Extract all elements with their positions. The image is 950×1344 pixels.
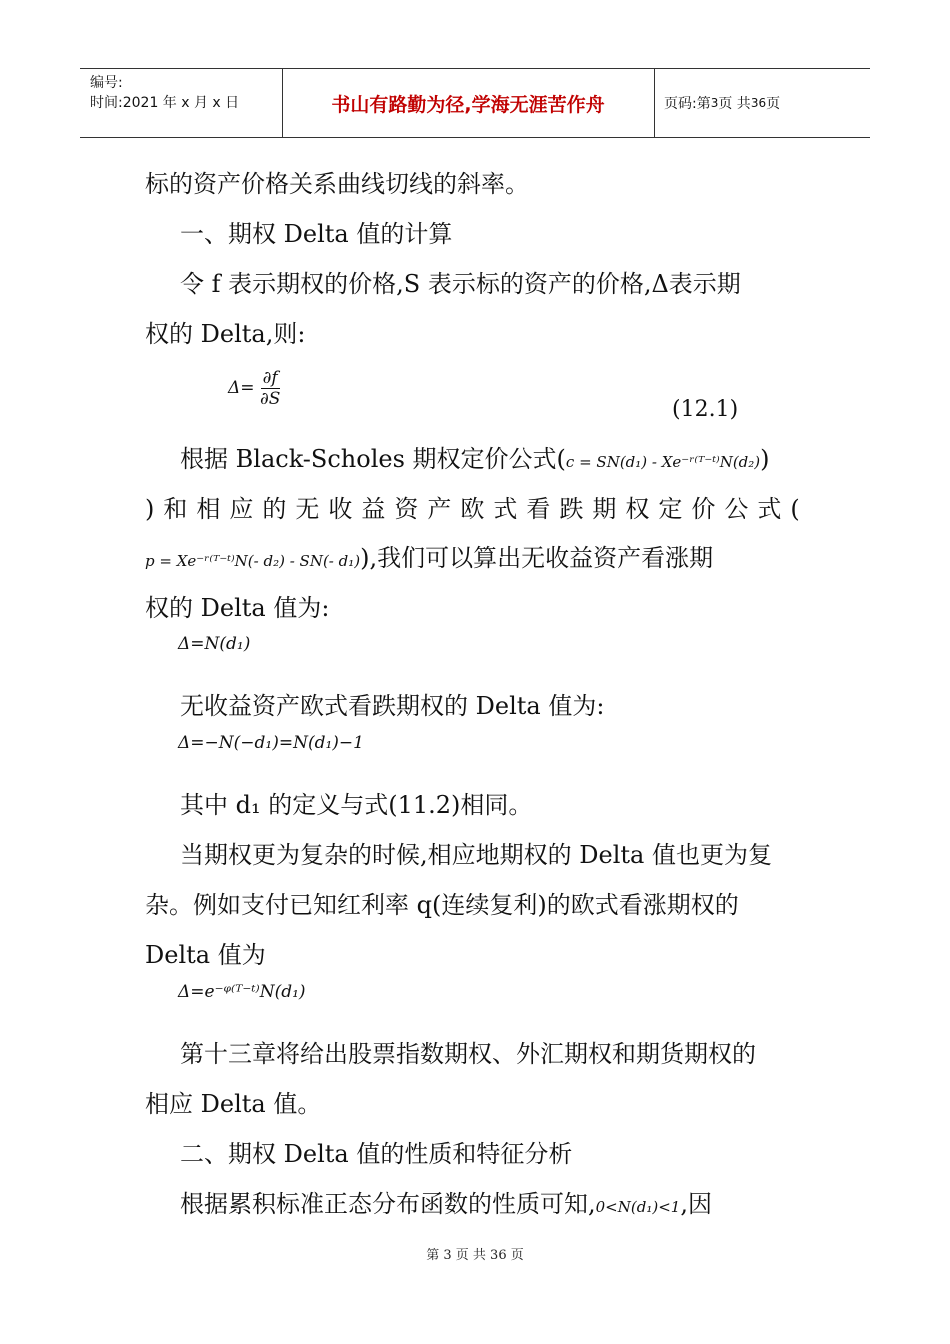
equation-delta-definition: [228, 368, 280, 409]
paragraph-line: 相应 Delta 值。: [145, 1090, 322, 1118]
paragraph-line: [180, 1188, 712, 1223]
equation-call-delta: Δ=N(d₁): [178, 634, 251, 654]
paragraph-line: 当期权更为复杂的时候,相应地期权的 Delta 值也更为复: [180, 841, 772, 869]
equation-lhs: Δ=: [228, 378, 255, 398]
equation-dividend-delta: Δ=e⁻ᵠ⁽ᵀ⁻ᵗ⁾N(d₁): [178, 982, 306, 1002]
text-run: ): [760, 445, 770, 473]
paragraph-line: 其中 d₁ 的定义与式(11.2)相同。: [180, 791, 533, 819]
page-suffix: 页: [766, 96, 781, 112]
paragraph-line: 无收益资产欧式看跌期权的 Delta 值为:: [180, 692, 605, 720]
section-heading: 二、期权 Delta 值的性质和特征分析: [180, 1140, 573, 1168]
page-mid: 页 共: [718, 96, 751, 112]
paragraph-line: [145, 493, 809, 525]
fraction-numerator: ∂f: [262, 368, 278, 388]
header-number-label: 编号:: [90, 75, 123, 91]
section-heading: 一、期权 Delta 值的计算: [180, 220, 453, 248]
paragraph-line: 第十三章将给出股票指数期权、外汇期权和期货期权的: [180, 1040, 756, 1068]
fraction-denominator: ∂S: [259, 389, 281, 409]
formula-inequality: 0<N(d₁)<1: [595, 1198, 681, 1216]
header-page-info: [664, 69, 780, 137]
text-run: 根据 Black-Scholes 期权定价公式(: [180, 445, 566, 473]
paragraph-line: 杂。例如支付已知红利率 q(连续复利)的欧式看涨期权的: [145, 891, 739, 919]
header-time-label: 时间:2021 年 x 月 x 日: [90, 95, 240, 111]
paragraph-line: 令 f 表示期权的价格,S 表示标的资产的价格,Δ表示期: [180, 270, 741, 298]
paragraph-line: [145, 542, 713, 577]
paragraph-line: [180, 443, 770, 478]
fraction: [260, 368, 280, 409]
header-divider: [654, 69, 655, 137]
text-run: )和相应的无收益资产欧式看跌期权定价公式(: [145, 495, 809, 523]
paragraph-line: Delta 值为: [145, 941, 266, 969]
paragraph-line: 标的资产价格关系曲线切线的斜率。: [145, 170, 529, 198]
equation-number: (12.1): [672, 397, 739, 422]
text-run: ),我们可以算出无收益资产看涨期: [360, 544, 714, 572]
paragraph-line: 权的 Delta 值为:: [145, 594, 330, 622]
header-motto: 书山有路勤为径,学海无涯苦作舟: [331, 93, 605, 116]
document-header: [80, 68, 870, 138]
text-run: ,因: [680, 1190, 712, 1218]
page-footer: 第 3 页 共 36 页: [426, 1248, 524, 1263]
page-prefix: 页码:第: [664, 96, 711, 112]
page-total: 36: [750, 96, 767, 110]
header-meta: [90, 73, 239, 113]
text-run: 根据累积标准正态分布函数的性质可知,: [180, 1190, 596, 1218]
formula-call-price: c = SN(d₁) - Xe⁻ʳ⁽ᵀ⁻ᵗ⁾N(d₂): [565, 453, 761, 471]
equation-put-delta: Δ=−N(−d₁)=N(d₁)−1: [178, 733, 364, 753]
page-current: 3: [710, 96, 719, 110]
formula-put-price: p = Xe⁻ʳ⁽ᵀ⁻ᵗ⁾N(- d₂) - SN(- d₁): [145, 552, 361, 570]
paragraph-line: 权的 Delta,则:: [145, 320, 306, 348]
